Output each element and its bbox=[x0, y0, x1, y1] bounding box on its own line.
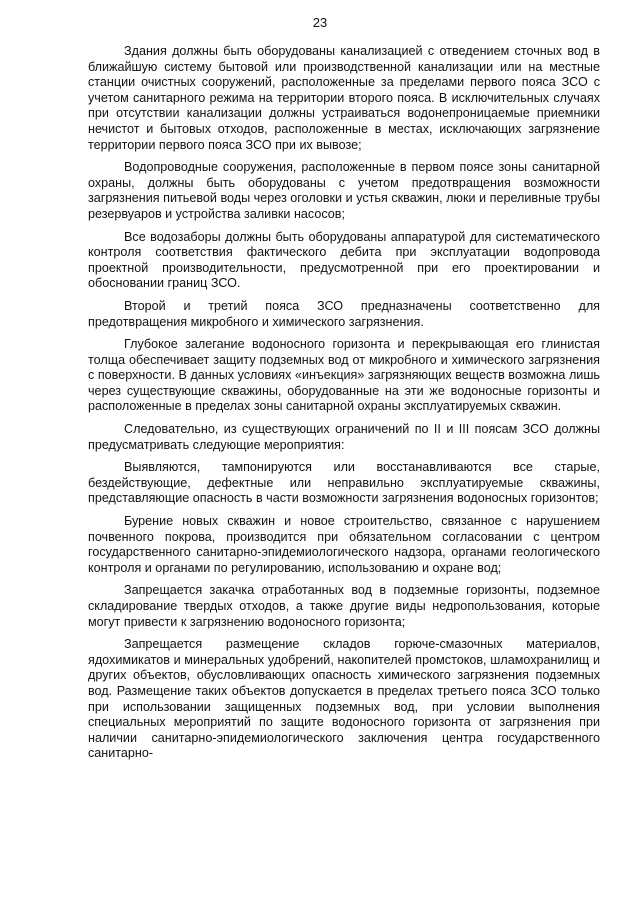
paragraph-consequently: Следовательно, из существующих ограничений по II и III поясам ЗСО должны предусматривать следующие мероприятия: bbox=[88, 422, 600, 452]
paragraph-deep-aquifer: Глубокое залегание водоносного горизонта и перекрывающая его глинистая толща обеспечивает защиту подземных вод от микробного и химического загрязнения с поверхности. В данных условиях «инъекция» загрязняющих веществ возможна лишь через существующие скважины, оборудованные на эти же водоносные горизонты и расположенные в пределах зоны санитарной охраны эксплуатируемых скважин. bbox=[88, 337, 600, 414]
document-body bbox=[88, 44, 600, 769]
page-number: 23 bbox=[312, 15, 328, 30]
paragraph-old-wells: Выявляются, тампонируются или восстанавливаются все старые, бездействующие, дефектные или неправильно эксплуатируемые скважины, представляющие опасность в части возможности загрязнения водоносных горизонтов; bbox=[88, 460, 600, 506]
paragraph-water-intakes: Все водозаборы должны быть оборудованы аппаратурой для систематического контроля соответствия фактического дебита при эксплуатации водопровода проектной производительности, предусмотренной при его проектировании и обосновании границ ЗСО. bbox=[88, 229, 600, 291]
paragraph-new-drilling: Бурение новых скважин и новое строительство, связанное с нарушением почвенного покрова, производится при обязательном согласовании с центром государственного санитарно-эпидемиологического надзора, органами геологического контроля и органами по регулированию, использованию и охране вод; bbox=[88, 514, 600, 575]
paragraph-second-third-belts: Второй и третий пояса ЗСО предназначены соответственно для предотвращения микробного и химического загрязнения. bbox=[88, 298, 600, 329]
paragraph-storage-ban: Запрещается размещение складов горюче-смазочных материалов, ядохимикатов и минеральных удобрений, накопителей промстоков, шламохранилищ и других объектов, обусловливающих опасность химического загрязнения подземных вод. Размещение таких объектов допускается в пределах третьего пояса ЗСО только при использовании защищенных подземных вод, при условии выполнения специальных мероприятий по защите водоносного горизонта от загрязнения при наличии санитарно-эпидемиологического заключения центра государственного санитарно- bbox=[88, 637, 600, 761]
paragraph-sewerage: Здания должны быть оборудованы канализацией с отведением сточных вод в ближайшую систему бытовой или производственной канализации или на местные станции очистных сооружений, расположенные за пределами первого пояса ЗСО с учетом санитарного режима на территории второго пояса. В исключительных случаях при отсутствии канализации должны устраиваться водонепроницаемые приемники нечистот и бытовых отходов, расположенные в местах, исключающих загрязнение территории первого пояса ЗСО при их вывозе; bbox=[88, 44, 600, 152]
paragraph-injection-ban: Запрещается закачка отработанных вод в подземные горизонты, подземное складирование твердых отходов, а также другие виды недропользования, которые могут привести к загрязнению водоносного горизонта; bbox=[88, 583, 600, 629]
paragraph-water-facilities: Водопроводные сооружения, расположенные в первом поясе зоны санитарной охраны, должны быть оборудованы с учетом предотвращения возможности загрязнения питьевой воды через оголовки и устья скважин, люки и переливные трубы резервуаров и устройства заливки насосов; bbox=[88, 160, 600, 221]
